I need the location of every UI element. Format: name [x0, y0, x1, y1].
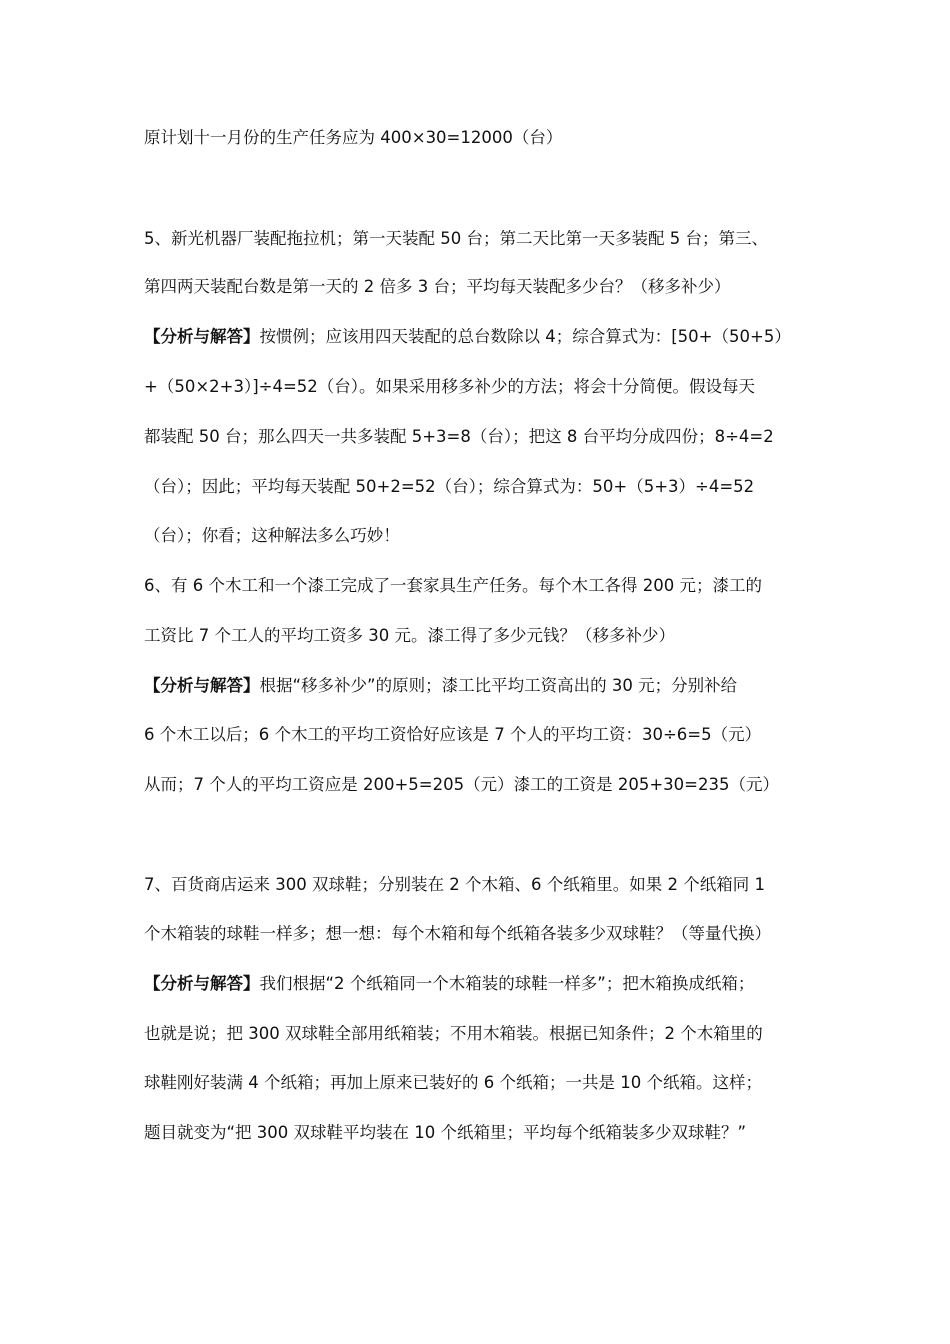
line-text: 从而；7 个人的平均工资应是 200+5=205（元）漆工的工资是 205+30=235（元）: [144, 775, 780, 794]
line-text: （台）；你看；这种解法多么巧妙！: [144, 526, 400, 545]
text-line: [144, 772, 824, 798]
analysis-line: [144, 673, 824, 699]
question-7-line: [144, 872, 824, 898]
text-line: [144, 623, 824, 649]
line-text: 第四两天装配台数是第一天的 2 倍多 3 台；平均每天装配多少台？（移多补少）: [144, 277, 731, 296]
text-line: [144, 424, 824, 450]
line-text: 题目就变为“把 300 双球鞋平均装在 10 个纸箱里；平均每个纸箱装多少双球鞋？”: [144, 1123, 747, 1142]
line-text: 工资比 7 个工人的平均工资多 30 元。漆工得了多少元钱？（移多补少）: [144, 626, 675, 645]
line-text: （台）；因此；平均每天装配 50+2=52（台）；综合算式为：50+（5+3）÷4=52: [144, 477, 755, 496]
text-line: [144, 1021, 824, 1047]
line-text: 5、新光机器厂装配拖拉机；第一天装配 50 台；第二天比第一天多装配 5 台；第三、: [144, 229, 768, 248]
analysis-label: 【分析与解答】: [144, 974, 260, 993]
line-text: +（50×2+3）]÷4=52（台）。如果采用移多补少的方法；将会十分简便。假设每天: [144, 377, 756, 396]
line-text: 根据“移多补少”的原则；漆工比平均工资高出的 30 元；分别补给: [259, 676, 738, 695]
text-line: [144, 1070, 824, 1096]
line-text: 6、有 6 个木工和一个漆工完成了一套家具生产任务。每个木工各得 200 元；漆工的: [144, 576, 762, 595]
analysis-label: 【分析与解答】: [144, 327, 260, 346]
text-line: [144, 274, 824, 300]
line-text: 个木箱装的球鞋一样多；想一想：每个木箱和每个纸箱各装多少双球鞋？（等量代换）: [144, 924, 771, 943]
line-text: 按惯例；应该用四天装配的总台数除以 4；综合算式为：[50+（50+5）: [259, 327, 791, 346]
line-text: 也就是说；把 300 双球鞋全部用纸箱装；不用木箱装。根据已知条件；2 个木箱里的: [144, 1024, 763, 1043]
line-text: 7、百货商店运来 300 双球鞋；分别装在 2 个木箱、6 个纸箱里。如果 2 个纸箱同 1: [144, 875, 765, 894]
text-line: [144, 523, 824, 549]
analysis-line: [144, 971, 824, 997]
text-line: [144, 374, 824, 400]
text-line: [144, 722, 824, 748]
question-5-line: [144, 226, 824, 252]
text-line: [144, 125, 824, 151]
line-text: 6 个木工以后；6 个木工的平均工资恰好应该是 7 个人的平均工资：30÷6=5（元）: [144, 725, 762, 744]
analysis-label: 【分析与解答】: [144, 676, 260, 695]
question-6-line: [144, 573, 824, 599]
text-line: [144, 921, 824, 947]
line-text: 原计划十一月份的生产任务应为 400×30=12000（台）: [144, 128, 563, 147]
line-text: 球鞋刚好装满 4 个纸箱；再加上原来已装好的 6 个纸箱；一共是 10 个纸箱。这样；: [144, 1073, 762, 1092]
line-text: 我们根据“2 个纸箱同一个木箱装的球鞋一样多”；把木箱换成纸箱；: [259, 974, 755, 993]
text-line: [144, 474, 824, 500]
analysis-line: [144, 324, 824, 350]
text-line: [144, 1120, 824, 1146]
line-text: 都装配 50 台；那么四天一共多装配 5+3=8（台）；把这 8 台平均分成四份；8÷4=2: [144, 427, 774, 446]
